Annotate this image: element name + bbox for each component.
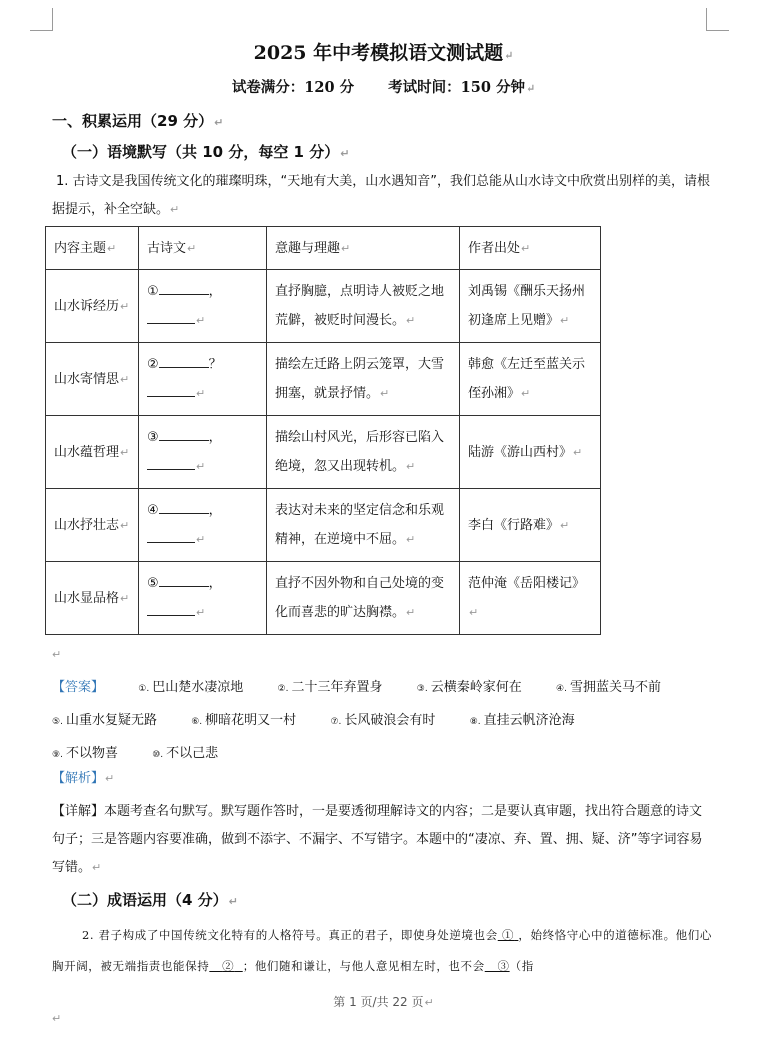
question-1-text: 1. 古诗文是我国传统文化的璀璨明珠，“天地有大美，山水遇知音”，我们总能从山水诗文中欣赏出别样的美，请根据提示，补全空缺。↵ — [52, 174, 711, 217]
blank-cell[interactable]: ② ？ ↵ — [139, 343, 267, 416]
exam-info — [0, 76, 767, 97]
paragraph-mark-icon: ↵ — [504, 49, 514, 62]
table-row — [46, 489, 601, 562]
paragraph-mark-icon: ↵ — [525, 82, 536, 95]
theme-cell: 山水诉经历↵ — [46, 270, 139, 343]
answer-block — [52, 672, 712, 771]
source-cell: 韩愈《左迁至蓝关示侄孙湘》↵ — [460, 343, 601, 416]
paragraph-mark-icon: ↵ — [340, 147, 350, 160]
meaning-cell: 描绘左迁路上阴云笼罩，大雪拥塞，就景抒情。↵ — [267, 343, 460, 416]
blank-cell[interactable]: ③ ， ↵ — [139, 416, 267, 489]
blank-cell[interactable]: ⑤ ， ↵ — [139, 562, 267, 635]
answer-item: ⑨. 不以物喜 — [52, 746, 118, 761]
crop-mark-top-left — [30, 8, 53, 31]
exam-time: 考试时间：150 分钟 — [388, 79, 525, 96]
paragraph-mark-icon: ↵ — [52, 648, 62, 661]
source-cell: 刘禹锡《酬乐天扬州初逢席上见赠》↵ — [460, 270, 601, 343]
table-header-cell: 作者出处↵ — [460, 227, 601, 270]
part-heading: （二）成语运用（4 分）↵ — [62, 891, 238, 909]
theme-cell: 山水显品格↵ — [46, 562, 139, 635]
table-row — [46, 270, 601, 343]
table-row — [46, 416, 601, 489]
meaning-cell: 表达对未来的坚定信念和乐观精神，在逆境中不屈。↵ — [267, 489, 460, 562]
table-header-cell: 意趣与理趣↵ — [267, 227, 460, 270]
part-heading: （一）语境默写（共 10 分，每空 1 分）↵ — [62, 143, 350, 161]
crop-mark-top-right — [706, 8, 729, 31]
page-footer: 第 1 页/共 22 页↵ — [333, 995, 434, 1009]
answer-tag: 【答案】 — [52, 680, 105, 695]
blank-3[interactable]: ③ — [497, 959, 510, 973]
answer-item: ⑩. 不以己悲 — [152, 746, 219, 761]
blank-1[interactable]: ① — [502, 928, 515, 942]
paragraph-mark-icon: ↵ — [92, 861, 102, 874]
section-heading: 一、积累运用（29 分）↵ — [52, 112, 224, 130]
table-header-row — [46, 227, 601, 270]
meaning-cell: 描绘山村风光，后形容已陷入绝境，忽又出现转机。↵ — [267, 416, 460, 489]
exam-title: 2025 年中考模拟语文测试题↵ — [253, 42, 514, 64]
paragraph-mark-icon: ↵ — [228, 895, 238, 908]
full-score: 试卷满分：120 分 — [231, 79, 355, 96]
answer-item: ②. 二十三年弃置身 — [277, 680, 383, 695]
answer-item: ⑧. 直挂云帆济沧海 — [469, 713, 575, 728]
source-cell: 李白《行路难》↵ — [460, 489, 601, 562]
answer-item: ①. 巴山楚水凄凉地 — [138, 680, 244, 695]
answer-item: ③. 云横秦岭家何在 — [416, 680, 522, 695]
meaning-cell: 直抒不因外物和自己处境的变化而喜悲的旷达胸襟。↵ — [267, 562, 460, 635]
blank-cell[interactable]: ① ， ↵ — [139, 270, 267, 343]
theme-cell: 山水抒壮志↵ — [46, 489, 139, 562]
source-cell: 陆游《游山西村》↵ — [460, 416, 601, 489]
table-row — [46, 343, 601, 416]
paragraph-mark-icon: ↵ — [424, 996, 434, 1009]
answer-item: ⑤. 山重水复疑无路 — [52, 713, 157, 728]
table-header-cell: 古诗文↵ — [139, 227, 267, 270]
paragraph-mark-icon: ↵ — [214, 116, 224, 129]
source-cell: 范仲淹《岳阳楼记》↵ — [460, 562, 601, 635]
paragraph-mark-icon: ↵ — [52, 1012, 62, 1025]
paragraph-mark-icon: ↵ — [170, 203, 180, 216]
blank-cell[interactable]: ④ ， ↵ — [139, 489, 267, 562]
theme-cell: 山水寄情思↵ — [46, 343, 139, 416]
question-2-text: 2. 君子构成了中国传统文化特有的人格符号。真正的君子，即使身处逆境也会 ① ，始终恪守心中的道德标准。他们心胸开阔，被无端指责也能保持 ② ；他们随和谦让，与他人意见相左时，也不会 ③（指 — [52, 928, 712, 973]
answer-item: ④. 雪拥蓝关马不前 — [556, 680, 661, 695]
table-row — [46, 562, 601, 635]
analysis-tag: 【解析】↵ — [52, 771, 115, 786]
theme-cell: 山水蕴哲理↵ — [46, 416, 139, 489]
answer-item: ⑦. 长风破浪会有时 — [330, 713, 436, 728]
meaning-cell: 直抒胸臆，点明诗人被贬之地荒僻，被贬时间漫长。↵ — [267, 270, 460, 343]
answer-item: ⑥. 柳暗花明又一村 — [191, 713, 297, 728]
paragraph-mark-icon: ↵ — [105, 772, 115, 785]
poem-table — [45, 226, 601, 635]
blank-2[interactable]: ② — [222, 959, 235, 973]
table-header-cell: 内容主题↵ — [46, 227, 139, 270]
detail-text: 【详解】本题考查名句默写。默写题作答时，一是要透彻理解诗文的内容；二是要认真审题，找出符合题意的诗文句子；三是答题内容要准确，做到不添字、不漏字、不写错字。本题中的“凄凉、弃、置、拥、疑、济”等字词容易写错。↵ — [52, 804, 703, 875]
